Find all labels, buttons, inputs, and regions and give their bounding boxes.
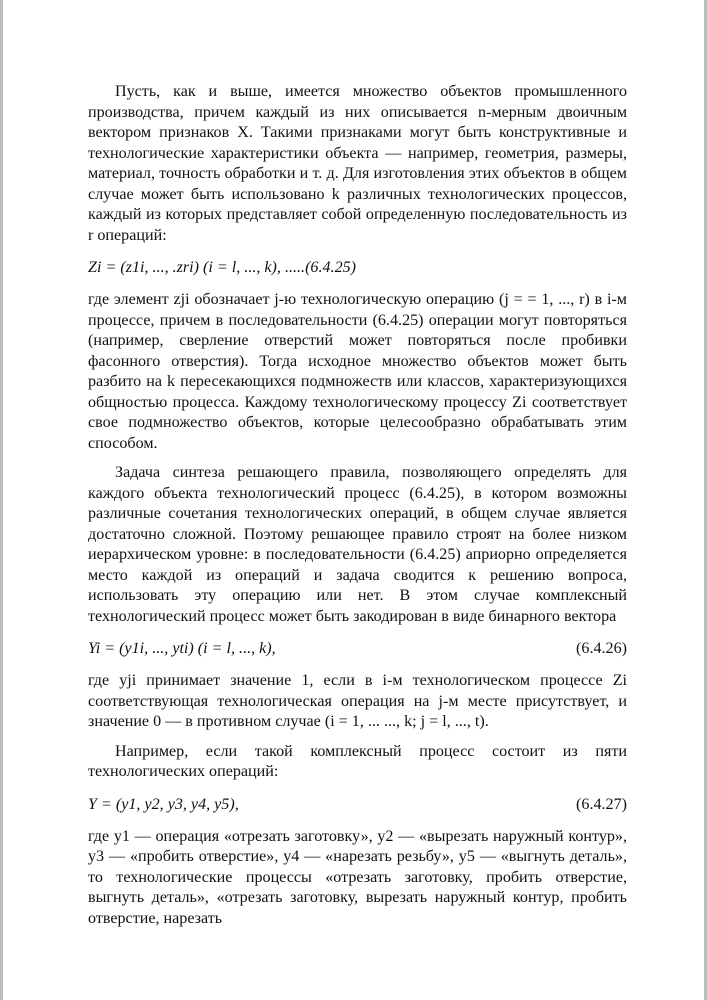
equation-6-4-27-number: (6.4.27) [576,795,627,813]
equation-6-4-27 [88,794,627,816]
paragraph-5: Например, если такой комплексный процесс состоит из пяти технологических операций: [88,742,627,780]
equation-6-4-25: Zi = (z1i, ..., .zri) (i = l, ..., k), .....(6.4.25) [88,259,357,276]
paragraph-2: где элемент zji обозначает j-ю технологическую операцию (j = = 1, ..., r) в i-м процессе, причем в последовательности (6.4.25) операции могут повторяться (например, сверление отверстий может повторяться после пробивки фасонного отверстия). Тогда исходное множество объектов может быть разбито на k пересекающихся подмножеств или классов, характеризующихся общностью процесса. Каждому технологическому процессу Zi соответствует свое подмножество объектов, которые целесообразно обрабатывать этим способом. [88,291,627,452]
paragraph-6: где y1 — операция «отрезать заготовку», y2 — «вырезать наружный контур», y3 — «пробить отверстие», y4 — «нарезать резьбу», y5 — «выгнуть деталь», то технологические процессы «отрезать заготовку, пробить отверстие, выгнуть деталь», «отрезать заготовку, вырезать наружный контур, пробить отверстие, нарезать [88,827,627,927]
paragraph-3: Задача синтеза решающего правила, позволяющего определять для каждого объекта технологический процесс (6.4.25), в котором возможны различные сочетания технологических операций, в общем случае является достаточно сложной. Поэтому решающее правило строят на более низком иерархическом уровне: в последовательности (6.4.25) априорно определяется место каждой из операций и задача сводится к решению вопроса, использовать эту операцию или нет. В этом случае комплексный технологический процесс может быть закодирован в виде бинарного вектора [88,464,627,625]
equation-6-4-27-body: Y = (y1, y2, y3, y4, y5), [88,795,239,813]
paragraph-1: Пусть, как и выше, имеется множество объектов промышленного производства, причем каждый из них описывается n-мерным двоичным вектором признаков X. Такими признаками могут быть конструктивные и технологические характеристики объекта — например, геометрия, размеры, материал, точность обработки и т. д. Для изготовления этих объектов в общем случае может быть использовано k различных технологических процессов, каждый из которых представляет собой определенную последовательность из r операций: [88,83,627,244]
page-text [88,82,627,929]
equation-6-4-26-body: Yi = (y1i, ..., yti) (i = l, ..., k), [88,640,276,657]
equation-6-4-26 [88,638,627,660]
equation-6-4-26-number: (6.4.26) [576,640,627,657]
paragraph-4: где yji принимает значение 1, если в i-м технологическом процессе Zi соответствующая технологическая операция на j-м месте присутствует, и значение 0 — в противном случае (i = 1, ... ..., k; j = l, ..., t). [88,672,627,730]
scan-edge-left [0,0,3,1000]
